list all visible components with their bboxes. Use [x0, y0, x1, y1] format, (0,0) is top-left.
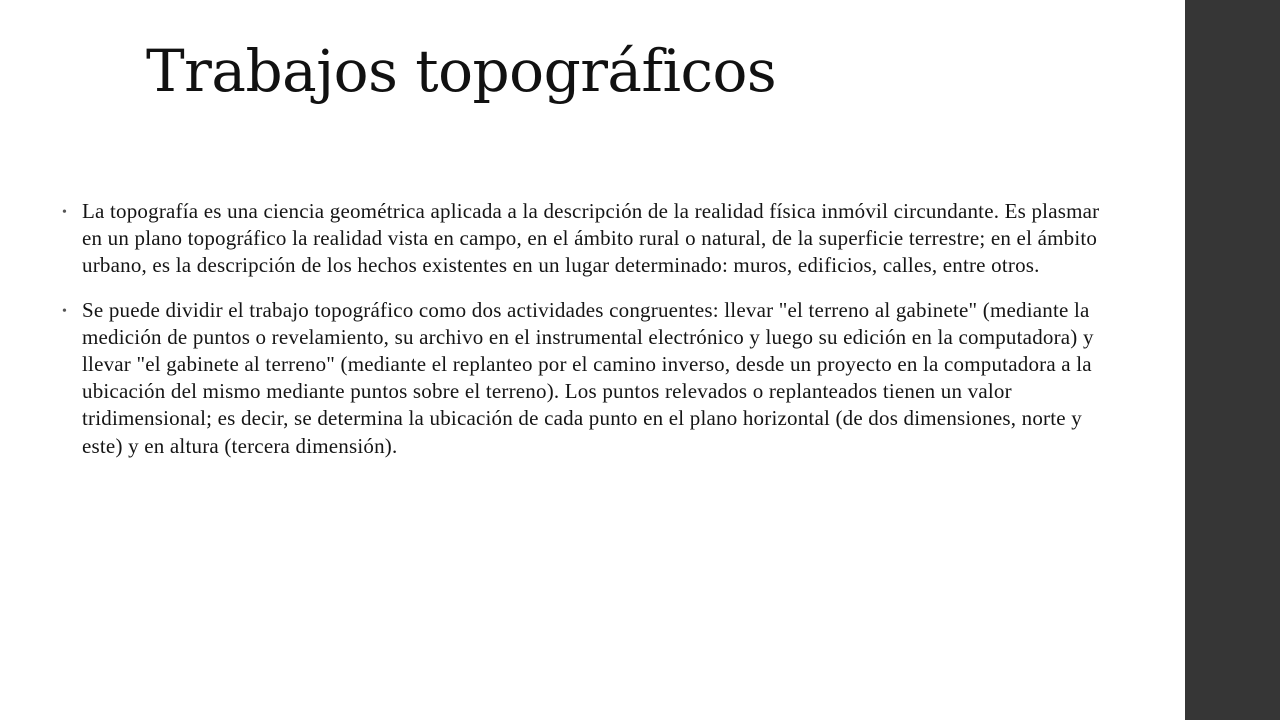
bullet-text: Se puede dividir el trabajo topográfico como dos actividades congruentes: llevar "el terreno al gabinete" (mediante la medición de puntos o revelamiento, su archivo en el instrumental electrónico y luego su edición en la computadora) y llevar "el gabinete al terreno" (mediante el replanteo por el camino inverso, desde un proyecto en la computadora a la ubicación del mismo mediante puntos sobre el terreno). Los puntos relevados o replanteados tienen un valor tridimensional; es decir, se determina la ubicación de cada punto en el plano horizontal (de dos dimensiones, norte y este) y en altura (tercera dimensión).	[82, 297, 1094, 458]
bullet-item	[62, 198, 1112, 280]
bullet-marker: •	[62, 205, 67, 220]
bullet-item	[62, 297, 1112, 460]
decorative-side-bar	[1185, 0, 1280, 720]
slide-title: Trabajos topográficos	[146, 37, 777, 105]
bullet-marker: •	[62, 303, 67, 319]
bullet-text: La topografía es una ciencia geométrica aplicada a la descripción de la realidad física inmóvil circundante. Es plasmar en un plano topográfico la realidad vista en campo, en el ámbito rural o natural, de la superficie terrestre; en el ámbito urbano, es la descripción de los hechos existentes en un lugar determinado: muros, edificios, calles, entre otros.	[82, 199, 1100, 278]
bullet-list	[62, 198, 1112, 477]
